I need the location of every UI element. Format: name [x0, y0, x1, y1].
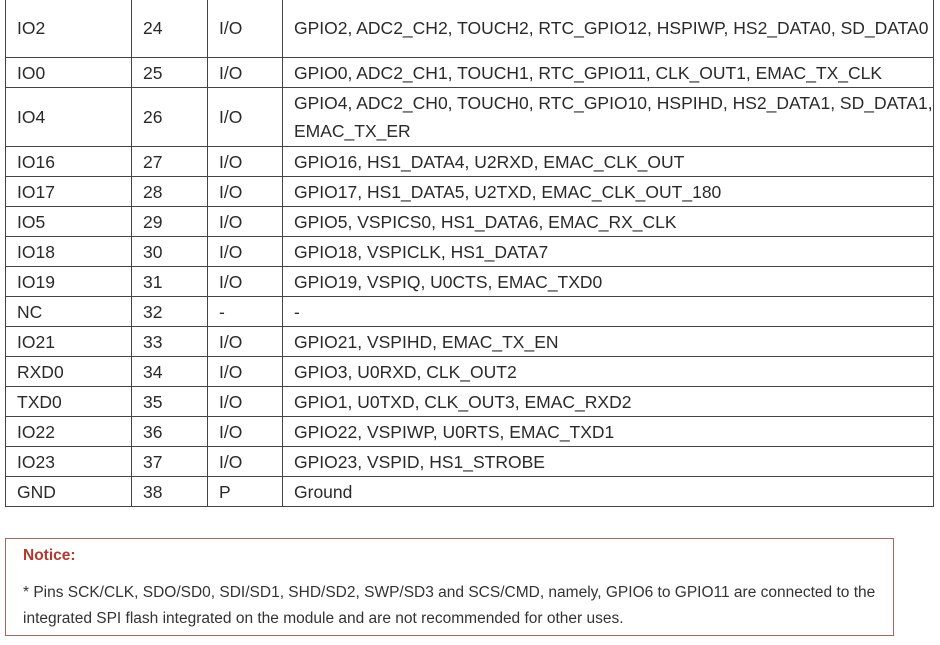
- pin-number-cell: 30: [132, 237, 208, 267]
- pin-number-cell: 29: [132, 207, 208, 237]
- pin-type-cell: -: [208, 297, 283, 327]
- notice-box: [5, 538, 894, 636]
- pin-name-cell: NC: [6, 297, 132, 327]
- pin-number-cell: 32: [132, 297, 208, 327]
- pin-number-cell: 27: [132, 147, 208, 177]
- pin-type-cell: I/O: [208, 88, 283, 147]
- table-row: [6, 477, 934, 507]
- pin-function-cell: GPIO5, VSPICS0, HS1_DATA6, EMAC_RX_CLK: [283, 207, 934, 237]
- pin-function-cell: GPIO22, VSPIWP, U0RTS, EMAC_TXD1: [283, 417, 934, 447]
- pin-type-cell: I/O: [208, 237, 283, 267]
- pin-type-cell: I/O: [208, 267, 283, 297]
- pin-name-cell: IO22: [6, 417, 132, 447]
- pin-number-cell: 38: [132, 477, 208, 507]
- pin-function-cell: Ground: [283, 477, 934, 507]
- pin-function-cell: GPIO4, ADC2_CH0, TOUCH0, RTC_GPIO10, HSPIHD, HS2_DATA1, SD_DATA1, EMAC_TX_ER: [283, 88, 934, 147]
- pin-type-cell: I/O: [208, 58, 283, 88]
- pin-type-cell: I/O: [208, 447, 283, 477]
- pin-function-cell: GPIO0, ADC2_CH1, TOUCH1, RTC_GPIO11, CLK_OUT1, EMAC_TX_CLK: [283, 58, 934, 88]
- table-row: [6, 267, 934, 297]
- table-row: [6, 387, 934, 417]
- table-row: [6, 297, 934, 327]
- pin-number-cell: 33: [132, 327, 208, 357]
- pin-type-cell: I/O: [208, 417, 283, 447]
- notice-title: Notice:: [23, 547, 76, 564]
- pin-name-cell: IO5: [6, 207, 132, 237]
- pin-function-cell: GPIO21, VSPIHD, EMAC_TX_EN: [283, 327, 934, 357]
- table-row: [6, 447, 934, 477]
- table-row: [6, 237, 934, 267]
- table-row: [6, 58, 934, 88]
- pin-function-cell: GPIO3, U0RXD, CLK_OUT2: [283, 357, 934, 387]
- pin-name-cell: GND: [6, 477, 132, 507]
- pin-function-cell: GPIO16, HS1_DATA4, U2RXD, EMAC_CLK_OUT: [283, 147, 934, 177]
- pin-number-cell: 37: [132, 447, 208, 477]
- table-row: [6, 207, 934, 237]
- pin-function-cell: GPIO17, HS1_DATA5, U2TXD, EMAC_CLK_OUT_180: [283, 177, 934, 207]
- pin-number-cell: 25: [132, 58, 208, 88]
- pin-function-cell: GPIO19, VSPIQ, U0CTS, EMAC_TXD0: [283, 267, 934, 297]
- table-row: [6, 0, 934, 58]
- pin-name-cell: IO23: [6, 447, 132, 477]
- pin-name-cell: IO17: [6, 177, 132, 207]
- table-row: [6, 327, 934, 357]
- pin-function-cell: -: [283, 297, 934, 327]
- pin-name-cell: IO21: [6, 327, 132, 357]
- pin-name-cell: TXD0: [6, 387, 132, 417]
- table-row: [6, 147, 934, 177]
- table-row: [6, 88, 934, 147]
- pin-type-cell: I/O: [208, 357, 283, 387]
- pin-number-cell: 28: [132, 177, 208, 207]
- pin-definition-table: [5, 0, 934, 507]
- pin-number-cell: 35: [132, 387, 208, 417]
- notice-body: * Pins SCK/CLK, SDO/SD0, SDI/SD1, SHD/SD2, SWP/SD3 and SCS/CMD, namely, GPIO6 to GPIO11 are connected to the integrated SPI flash integrated on the module and are not recommended for other uses.: [23, 584, 876, 627]
- table-row: [6, 357, 934, 387]
- pin-function-cell: GPIO23, VSPID, HS1_STROBE: [283, 447, 934, 477]
- pin-name-cell: IO16: [6, 147, 132, 177]
- pin-function-cell: GPIO18, VSPICLK, HS1_DATA7: [283, 237, 934, 267]
- pin-type-cell: I/O: [208, 0, 283, 58]
- pin-number-cell: 31: [132, 267, 208, 297]
- pin-number-cell: 36: [132, 417, 208, 447]
- pin-type-cell: I/O: [208, 387, 283, 417]
- pin-name-cell: IO0: [6, 58, 132, 88]
- pin-name-cell: IO4: [6, 88, 132, 147]
- pin-type-cell: I/O: [208, 147, 283, 177]
- table-row: [6, 417, 934, 447]
- pin-function-cell: GPIO2, ADC2_CH2, TOUCH2, RTC_GPIO12, HSPIWP, HS2_DATA0, SD_DATA0: [283, 0, 934, 58]
- pin-number-cell: 34: [132, 357, 208, 387]
- table-row: [6, 177, 934, 207]
- pin-function-cell: GPIO1, U0TXD, CLK_OUT3, EMAC_RXD2: [283, 387, 934, 417]
- pin-table-body: [6, 0, 934, 507]
- pin-type-cell: I/O: [208, 207, 283, 237]
- pin-type-cell: I/O: [208, 327, 283, 357]
- pin-name-cell: IO19: [6, 267, 132, 297]
- pin-name-cell: IO2: [6, 0, 132, 58]
- pin-number-cell: 26: [132, 88, 208, 147]
- pin-number-cell: 24: [132, 0, 208, 58]
- pin-type-cell: I/O: [208, 177, 283, 207]
- pin-name-cell: RXD0: [6, 357, 132, 387]
- pin-name-cell: IO18: [6, 237, 132, 267]
- pin-type-cell: P: [208, 477, 283, 507]
